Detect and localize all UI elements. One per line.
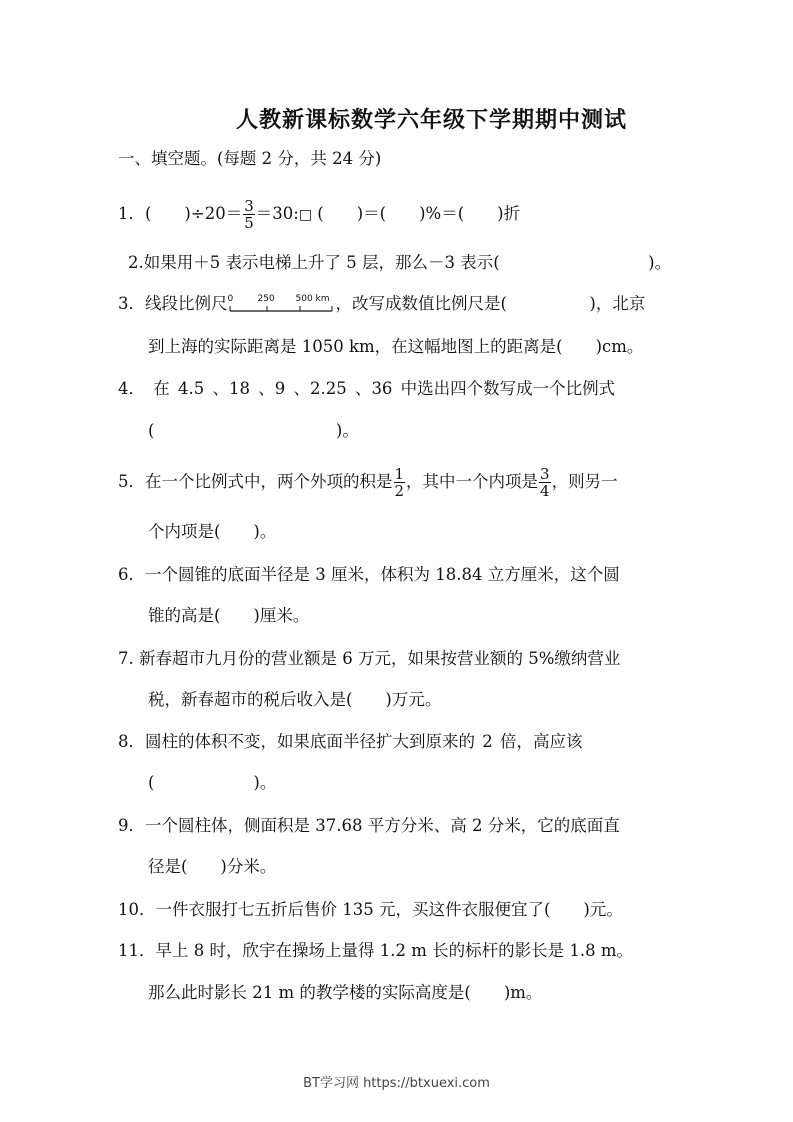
question-6-line-2: 锥的高是( )厘米。 [148,606,310,625]
question-1 [118,198,520,231]
question-5-line-2: 个内项是( )。 [148,522,277,541]
q5-frac1-den: 2 [394,482,405,500]
q1-text-a: 1．( )÷20＝ [118,204,243,223]
question-7-line-2: 税，新春超市的税后收入是( )万元。 [148,690,442,709]
question-9: 9．一个圆柱体，侧面积是 37.68 平方分米、高 2 分米，它的底面直 [118,816,620,835]
question-3 [118,292,645,317]
question-4: 4． 在 4.5 、18 、9 、2.25 、36 中选出四个数写成一个比例式 [118,379,616,398]
q1-frac-num: 3 [244,197,254,215]
q5-text-a: 5．在一个比例式中，两个外项的积是 [118,472,393,491]
q1-text-b: ＝30: [255,204,299,223]
question-11: 11．早上 8 时，欣宇在操场上量得 1.2 m 长的标杆的影长是 1.8 m。 [118,941,633,960]
question-5 [118,466,618,499]
question-2: 2.如果用＋5 表示电梯上升了 5 层，那么－3 表示( )。 [128,253,672,272]
page-title: 人教新课标数学六年级下学期期中测试 [235,107,627,133]
q3-text-a: 3．线段比例尺 [118,294,228,313]
scale-label-250: 250 [257,293,275,304]
q5-text-c: ，则另一 [551,472,618,491]
q1-frac-den: 5 [244,214,254,232]
question-11-line-2: 那么此时影长 21 m 的教学楼的实际高度是( )m。 [148,983,543,1002]
q5-fraction-1 [394,466,406,499]
scale-label-0: 0 [227,293,234,304]
q1-box: □ [298,207,313,223]
question-8-line-2: ( )。 [148,773,277,792]
question-6: 6．一个圆锥的底面半径是 3 厘米，体积为 18.84 立方厘米，这个圆 [118,565,620,584]
q3-text-b: ，改写成数值比例尺是( )，北京 [335,294,646,313]
question-10: 10．一件衣服打七五折后售价 135 元，买这件衣服便宜了( )元。 [118,900,623,919]
q5-text-b: ，其中一个内项是 [406,472,539,491]
footer-watermark: BT学习网 https://btxuexi.com [303,1076,490,1091]
q5-fraction-2 [539,466,551,499]
q5-frac2-num: 3 [540,465,550,483]
question-9-line-2: 径是( )分米。 [148,857,277,876]
question-8: 8．圆柱的体积不变，如果底面半径扩大到原来的 2 倍，高应该 [118,732,583,751]
section-heading: 一、填空题。(每题 2 分，共 24 分) [118,149,382,168]
scale-bar [228,293,336,317]
question-7: 7. 新春超市九月份的营业额是 6 万元，如果按营业额的 5%缴纳营业 [118,649,621,668]
q5-frac1-num: 1 [394,465,405,483]
scale-label-500: 500 km [295,293,330,304]
q1-text-c: ( )＝( )%＝( )折 [312,204,521,223]
question-4-line-2: ( )。 [148,421,359,440]
question-3-line-2: 到上海的实际距离是 1050 km，在这幅地图上的距离是( )cm。 [148,337,644,356]
q5-frac2-den: 4 [540,482,550,500]
q1-fraction [243,198,255,231]
